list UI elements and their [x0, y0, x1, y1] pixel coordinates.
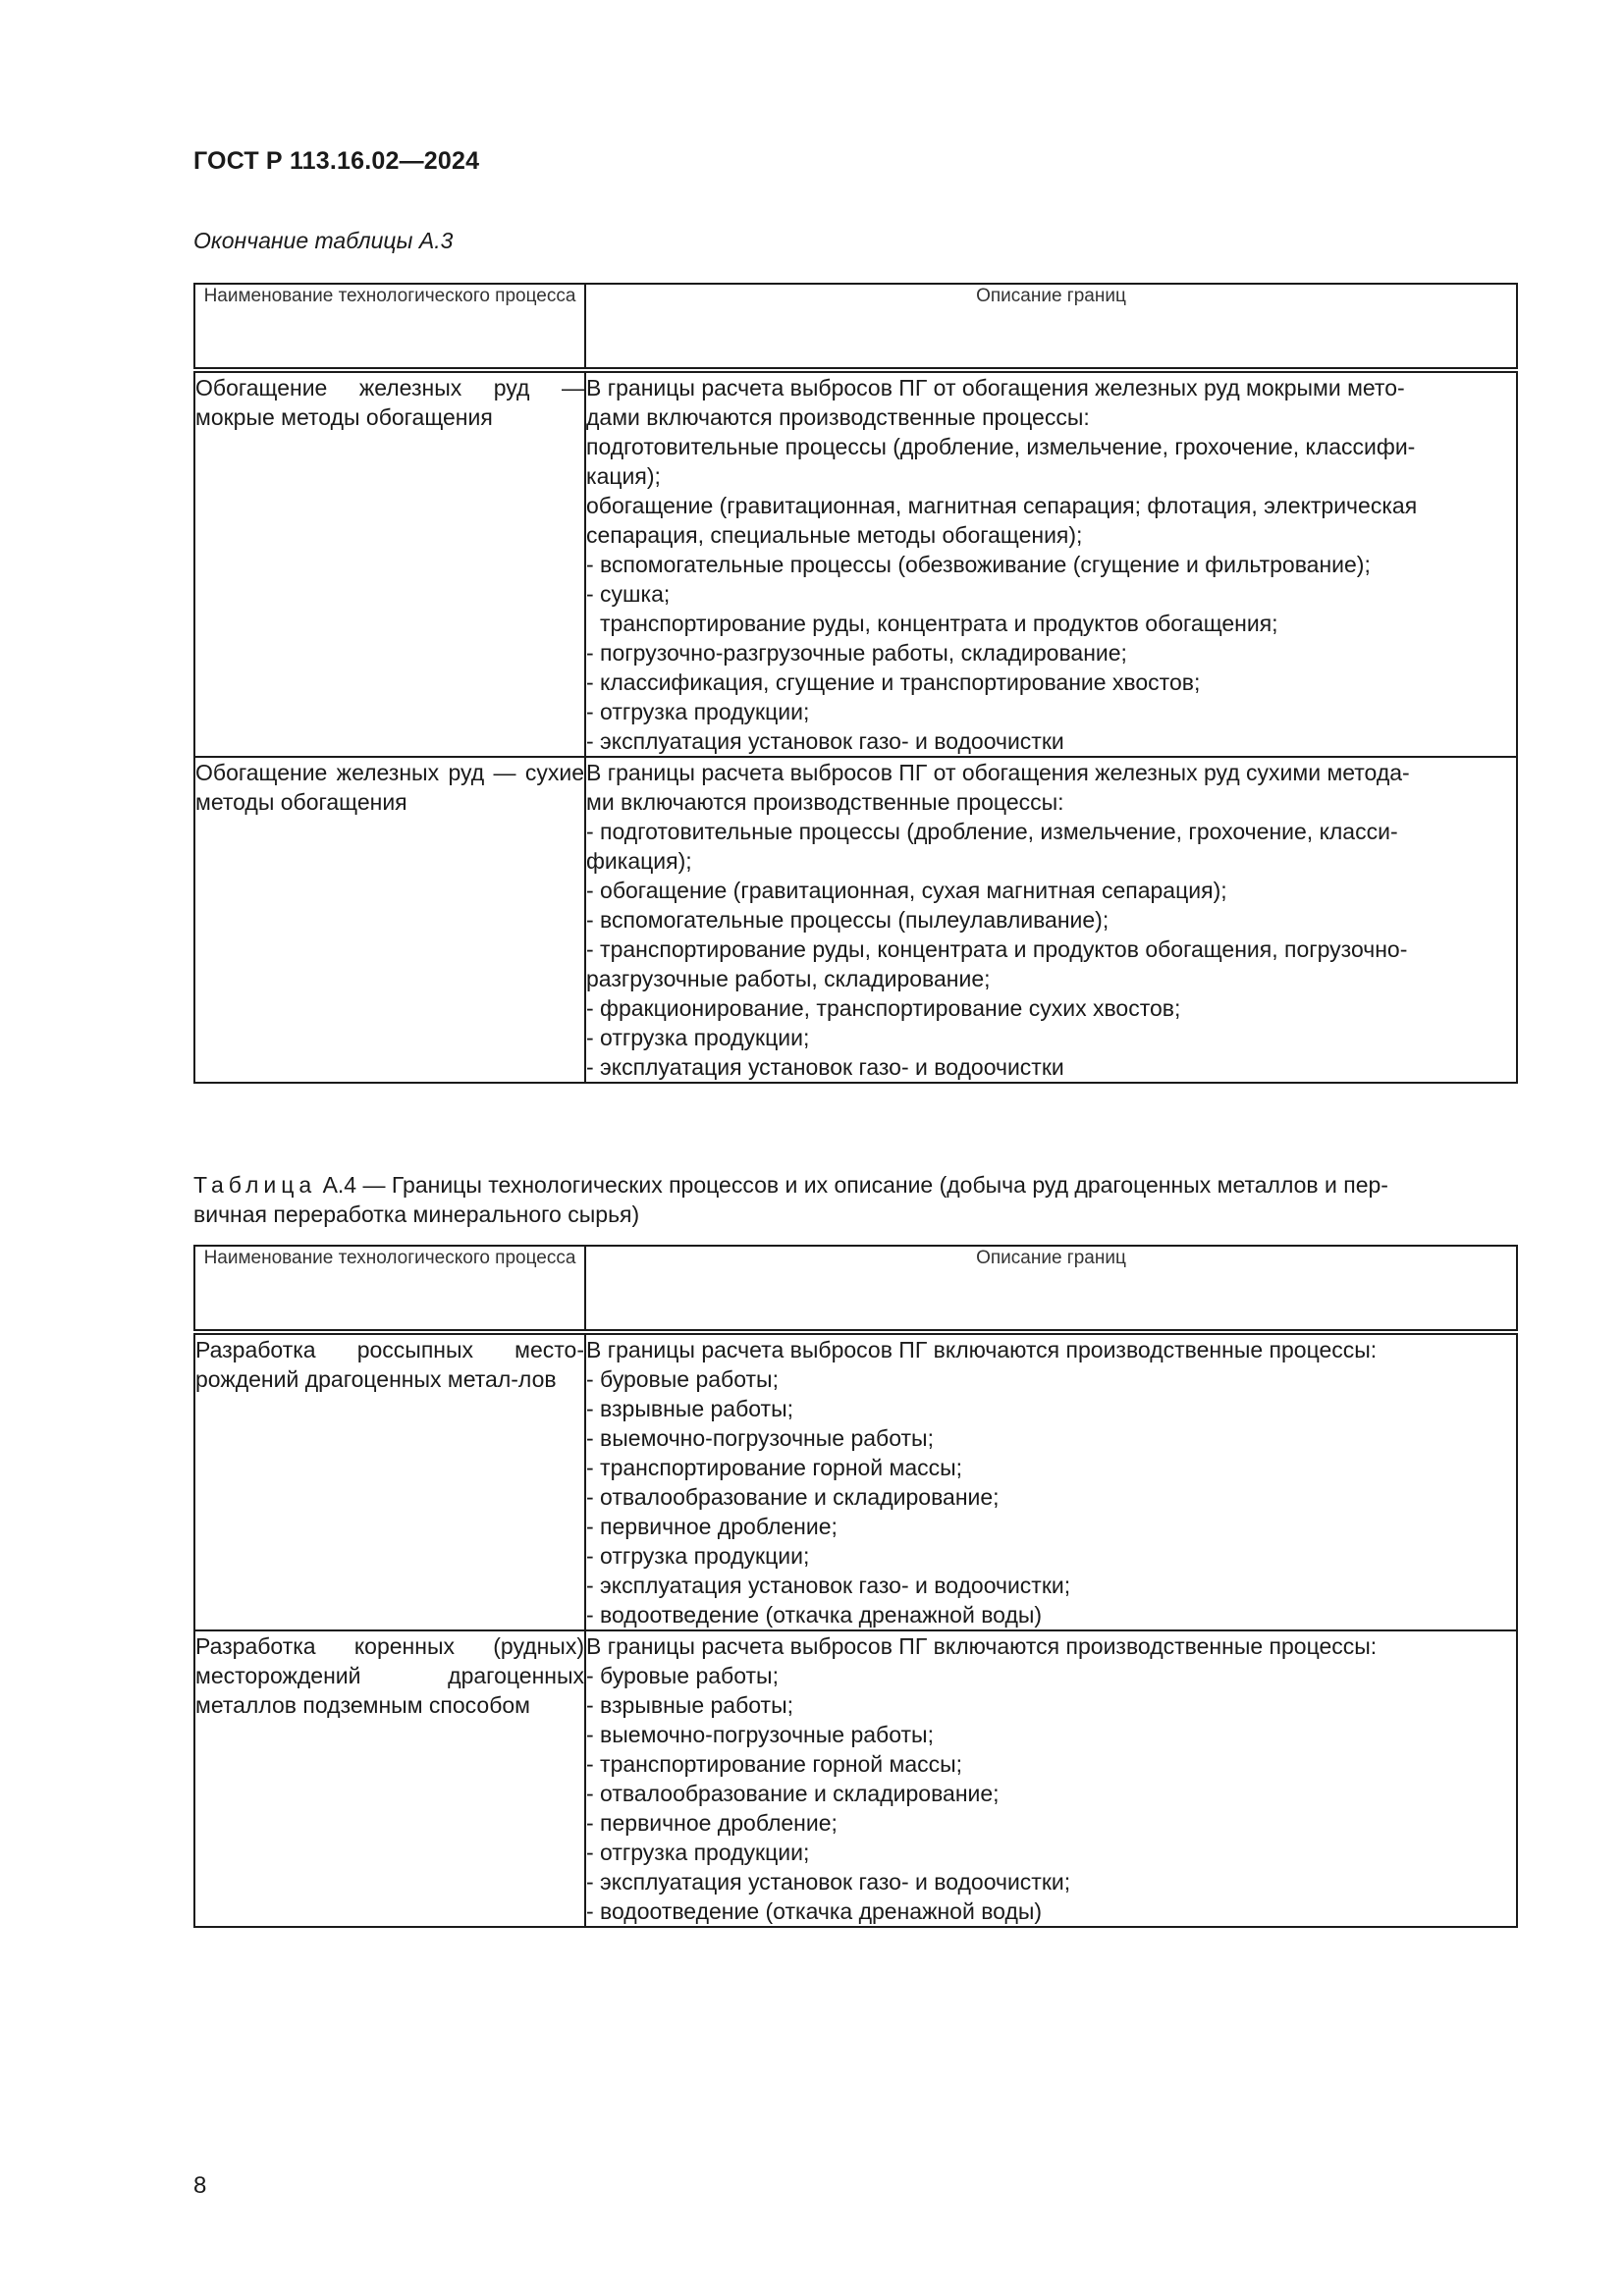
description-line: - вспомогательные процессы (пылеулавливание);	[586, 907, 1110, 933]
description-line: - взрывные работы;	[586, 1692, 794, 1718]
description-line: - отгрузка продукции;	[586, 1543, 810, 1569]
table-a3-caption: Окончание таблицы А.3	[193, 228, 454, 253]
description-line: - водоотведение (откачка дренажной воды)	[586, 1602, 1043, 1628]
process-name-cell: Обогащение железных руд — сухие методы обогащения	[194, 757, 585, 1083]
process-name-cell: Разработка коренных (рудных) месторождений драгоценных металлов подземным способом	[194, 1630, 585, 1927]
description-line: кация);	[586, 463, 661, 489]
description-cell	[585, 757, 1517, 1083]
table-a4-caption-line2: вичная переработка минерального сырья)	[193, 1201, 640, 1227]
description-line: обогащение (гравитационная, магнитная сепарация; флотация, электрическая	[586, 493, 1418, 518]
table-row	[194, 757, 1517, 1083]
description-line: подготовительные процессы (дробление, измельчение, грохочение, классифи-	[586, 434, 1416, 459]
description-line: - классификация, сгущение и транспортирование хвостов;	[586, 669, 1201, 695]
description-line: - обогащение (гравитационная, сухая магнитная сепарация);	[586, 878, 1227, 903]
table-a4	[193, 1245, 1518, 1928]
description-line: - эксплуатация установок газо- и водоочистки;	[586, 1869, 1071, 1895]
table-row	[194, 1332, 1517, 1630]
description-line: ми включаются производственные процессы:	[586, 789, 1064, 815]
description-line: - водоотведение (откачка дренажной воды)	[586, 1898, 1043, 1924]
description-line: - буровые работы;	[586, 1366, 779, 1392]
description-cell	[585, 370, 1517, 757]
description-line: - отгрузка продукции;	[586, 1025, 810, 1050]
description-line: В границы расчета выбросов ПГ от обогащения железных руд сухими метода-	[586, 760, 1410, 785]
description-line: - выемочно-погрузочные работы;	[586, 1425, 934, 1451]
table-header-row	[194, 1246, 1517, 1332]
description-line: - вспомогательные процессы (обезвоживание (сгущение и фильтрование);	[586, 552, 1371, 577]
description-line: - отгрузка продукции;	[586, 699, 810, 724]
column-header-process: Наименование технологического процесса	[194, 284, 585, 370]
description-line: - выемочно-погрузочные работы;	[586, 1722, 934, 1747]
column-header-description: Описание границ	[585, 1246, 1517, 1332]
description-line: - эксплуатация установок газо- и водоочистки	[586, 728, 1064, 754]
description-line: сепарация, специальные методы обогащения);	[586, 522, 1083, 548]
description-line: транспортирование руды, концентрата и продуктов обогащения;	[600, 611, 1278, 636]
column-header-process: Наименование технологического процесса	[194, 1246, 585, 1332]
description-line: В границы расчета выбросов ПГ включаются производственные процессы:	[586, 1337, 1378, 1362]
description-line: - отвалообразование и складирование;	[586, 1781, 1000, 1806]
description-line: - подготовительные процессы (дробление, измельчение, грохочение, класси-	[586, 819, 1398, 844]
table-a4-caption-label: Таблица	[193, 1172, 317, 1198]
description-line: - взрывные работы;	[586, 1396, 794, 1421]
description-line: - отгрузка продукции;	[586, 1840, 810, 1865]
description-line: - эксплуатация установок газо- и водоочистки	[586, 1054, 1064, 1080]
description-line: дами включаются производственные процессы:	[586, 404, 1090, 430]
description-line: - погрузочно-разгрузочные работы, складирование;	[586, 640, 1127, 666]
description-cell	[585, 1332, 1517, 1630]
description-line: В границы расчета выбросов ПГ от обогащения железных руд мокрыми мето-	[586, 375, 1405, 400]
table-a4-caption-text: А.4 — Границы технологических процессов и их описание (добыча руд драгоценных металлов и пер-	[316, 1172, 1388, 1198]
table-a4-caption	[193, 1170, 1515, 1229]
description-line: - фракционирование, транспортирование сухих хвостов;	[586, 995, 1181, 1021]
description-line: - первичное дробление;	[586, 1514, 838, 1539]
table-row	[194, 370, 1517, 757]
description-line: - транспортирование руды, концентрата и продуктов обогащения, погрузочно-	[586, 936, 1408, 962]
description-line: - эксплуатация установок газо- и водоочистки;	[586, 1573, 1071, 1598]
document-code: ГОСТ Р 113.16.02—2024	[193, 147, 480, 175]
description-line: - транспортирование горной массы;	[586, 1751, 963, 1777]
process-name-cell: Обогащение железных руд — мокрые методы обогащения	[194, 370, 585, 757]
description-line: - сушка;	[586, 581, 671, 607]
description-line: разгрузочные работы, складирование;	[586, 966, 991, 991]
description-cell	[585, 1630, 1517, 1927]
description-line: - первичное дробление;	[586, 1810, 838, 1836]
description-line: - буровые работы;	[586, 1663, 779, 1688]
description-line: В границы расчета выбросов ПГ включаются производственные процессы:	[586, 1633, 1378, 1659]
page-number: 8	[193, 2172, 207, 2199]
description-line: фикация);	[586, 848, 692, 874]
description-line: - транспортирование горной массы;	[586, 1455, 963, 1480]
table-header-row	[194, 284, 1517, 370]
table-a3	[193, 283, 1518, 1084]
description-line: - отвалообразование и складирование;	[586, 1484, 1000, 1510]
column-header-description: Описание границ	[585, 284, 1517, 370]
table-row	[194, 1630, 1517, 1927]
process-name-cell: Разработка россыпных место-рождений драгоценных метал-лов	[194, 1332, 585, 1630]
